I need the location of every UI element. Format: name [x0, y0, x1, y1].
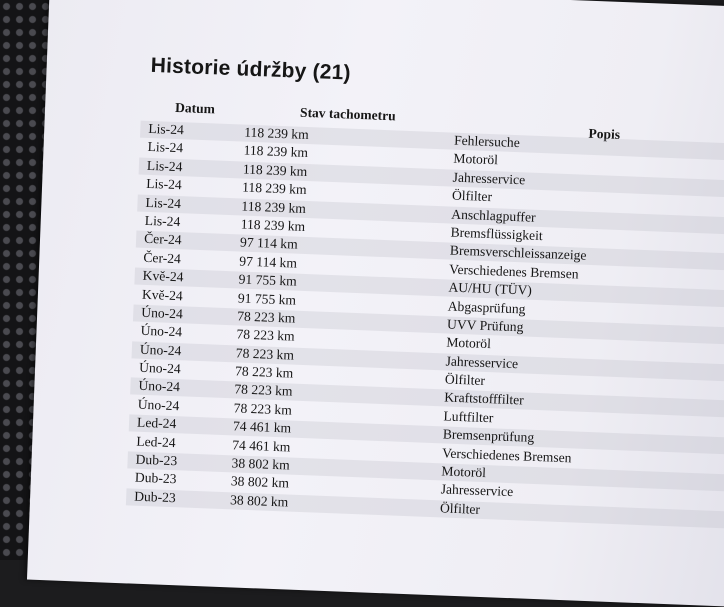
date-cell: Úno-24: [140, 323, 183, 340]
odometer-cell: 78 223 km: [235, 345, 295, 363]
odometer-cell: 38 802 km: [231, 455, 290, 473]
description-cell: Bremsenprüfung: [442, 426, 535, 446]
date-cell: Lis-24: [146, 157, 183, 174]
description-cell: Bremsverschleissanzeige: [449, 242, 587, 264]
date-cell: Dub-23: [133, 488, 177, 506]
date-cell: Lis-24: [144, 212, 181, 230]
description-cell: Motoröl: [446, 334, 492, 352]
odometer-cell: 38 802 km: [229, 492, 289, 510]
description-cell: Jahresservice: [452, 169, 526, 188]
date-cell: Úno-24: [141, 304, 184, 322]
odometer-cell: 118 239 km: [240, 216, 306, 234]
column-header-odometer: Stav tachometru: [299, 104, 396, 124]
odometer-cell: 91 755 km: [238, 271, 298, 289]
odometer-cell: 38 802 km: [230, 473, 290, 491]
description-cell: Abgasprüfung: [447, 298, 526, 317]
date-cell: Úno-24: [139, 341, 182, 359]
description-cell: Verschiedenes Bremsen: [441, 445, 572, 466]
odometer-cell: 118 239 km: [244, 124, 309, 143]
date-cell: Lis-24: [147, 139, 184, 156]
date-cell: Dub-23: [135, 451, 178, 469]
description-cell: Ölfilter: [439, 500, 481, 517]
date-cell: Led-24: [136, 414, 177, 432]
description-cell: Fehlersuche: [453, 132, 521, 151]
odometer-cell: 78 223 km: [236, 326, 295, 344]
date-cell: Lis-24: [148, 120, 185, 138]
odometer-cell: 91 755 km: [237, 289, 297, 308]
description-cell: UVV Prüfung: [446, 316, 524, 335]
date-cell: Lis-24: [145, 194, 182, 211]
odometer-cell: 118 239 km: [241, 179, 307, 198]
odometer-cell: 118 239 km: [242, 161, 308, 179]
date-cell: Čer-24: [143, 249, 182, 266]
odometer-cell: 118 239 km: [241, 198, 307, 216]
odometer-cell: 118 239 km: [243, 142, 309, 161]
odometer-cell: 97 114 km: [239, 234, 298, 253]
document-page: [27, 0, 724, 607]
description-cell: Luftfilter: [443, 408, 494, 426]
description-cell: Ölfilter: [444, 371, 486, 389]
odometer-cell: 78 223 km: [233, 400, 293, 418]
description-cell: Kraftstofffilter: [443, 389, 525, 408]
description-cell: Jahresservice: [445, 353, 519, 371]
date-cell: Led-24: [136, 433, 176, 450]
date-cell: Lis-24: [145, 176, 183, 193]
maintenance-table: [30, 116, 724, 530]
description-cell: Motoröl: [441, 463, 487, 481]
odometer-cell: 78 223 km: [236, 308, 296, 326]
date-cell: Kvě-24: [142, 267, 184, 285]
description-cell: Motoröl: [453, 151, 499, 168]
description-cell: Jahresservice: [440, 481, 514, 500]
date-cell: Úno-24: [138, 378, 181, 395]
description-cell: Anschlagpuffer: [451, 206, 536, 225]
date-cell: Čer-24: [143, 231, 182, 248]
date-cell: Úno-24: [138, 359, 182, 377]
odometer-cell: 78 223 km: [234, 363, 294, 381]
date-cell: Dub-23: [134, 470, 177, 487]
date-cell: Kvě-24: [141, 286, 184, 303]
odometer-cell: 74 461 km: [232, 436, 291, 455]
column-header-date: Datum: [174, 99, 216, 117]
description-cell: Ölfilter: [451, 187, 493, 205]
odometer-cell: 74 461 km: [232, 418, 292, 436]
description-cell: Verschiedenes Bremsen: [448, 261, 579, 282]
page-title: Historie údržby (21): [150, 53, 352, 85]
description-cell: Bremsflüssigkeit: [450, 224, 543, 244]
column-header-description: Popis: [588, 125, 621, 142]
odometer-cell: 78 223 km: [234, 381, 293, 400]
odometer-cell: 97 114 km: [239, 253, 298, 271]
description-cell: AU/HU (TÜV): [448, 279, 533, 298]
date-cell: Úno-24: [137, 396, 180, 414]
